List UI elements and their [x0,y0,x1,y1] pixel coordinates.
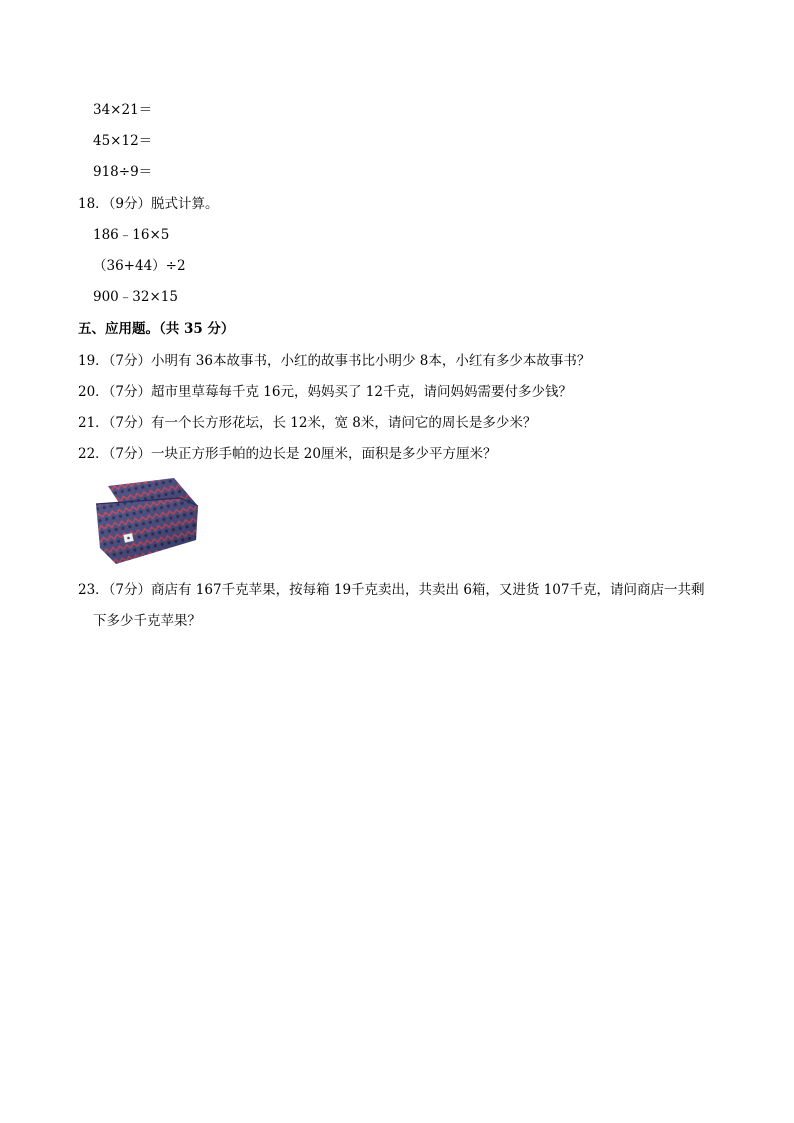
question-19: 19．（7分）小明有 36本故事书，小红的故事书比小明少 8本，小红有多少本故事书？ [78,353,591,369]
question-20: 20．（7分）超市里草莓每千克 16元，妈妈买了 12千克，请问妈妈需要付多少钱？ [78,384,572,400]
calc-item-2: 45×12＝ [93,133,153,149]
question-21: 21．（7分）有一个长方形花坛，长 12米，宽 8米，请问它的周长是多少米？ [78,415,537,431]
q18-item-1: 186﹣16×5 [93,227,170,243]
question-18-title: 18．（9分）脱式计算。 [78,196,219,212]
question-23-line-2: 下多少千克苹果？ [93,613,201,629]
section-5-heading: 五、应用题。（共 35 分） [78,321,235,337]
q18-item-3: 900﹣32×15 [93,289,178,305]
q18-item-2: （36+44）÷2 [93,258,186,274]
handkerchief-image [94,476,204,568]
calc-item-1: 34×21＝ [93,102,153,118]
question-23-line-1: 23．（7分）商店有 167千克苹果，按每箱 19千克卖出，共卖出 6箱，又进货 107千克，请问商店一共剩 [78,582,705,598]
question-22: 22．（7分）一块正方形手帕的边长是 20厘米，面积是多少平方厘米？ [78,446,497,462]
calc-item-3: 918÷9＝ [93,164,153,180]
